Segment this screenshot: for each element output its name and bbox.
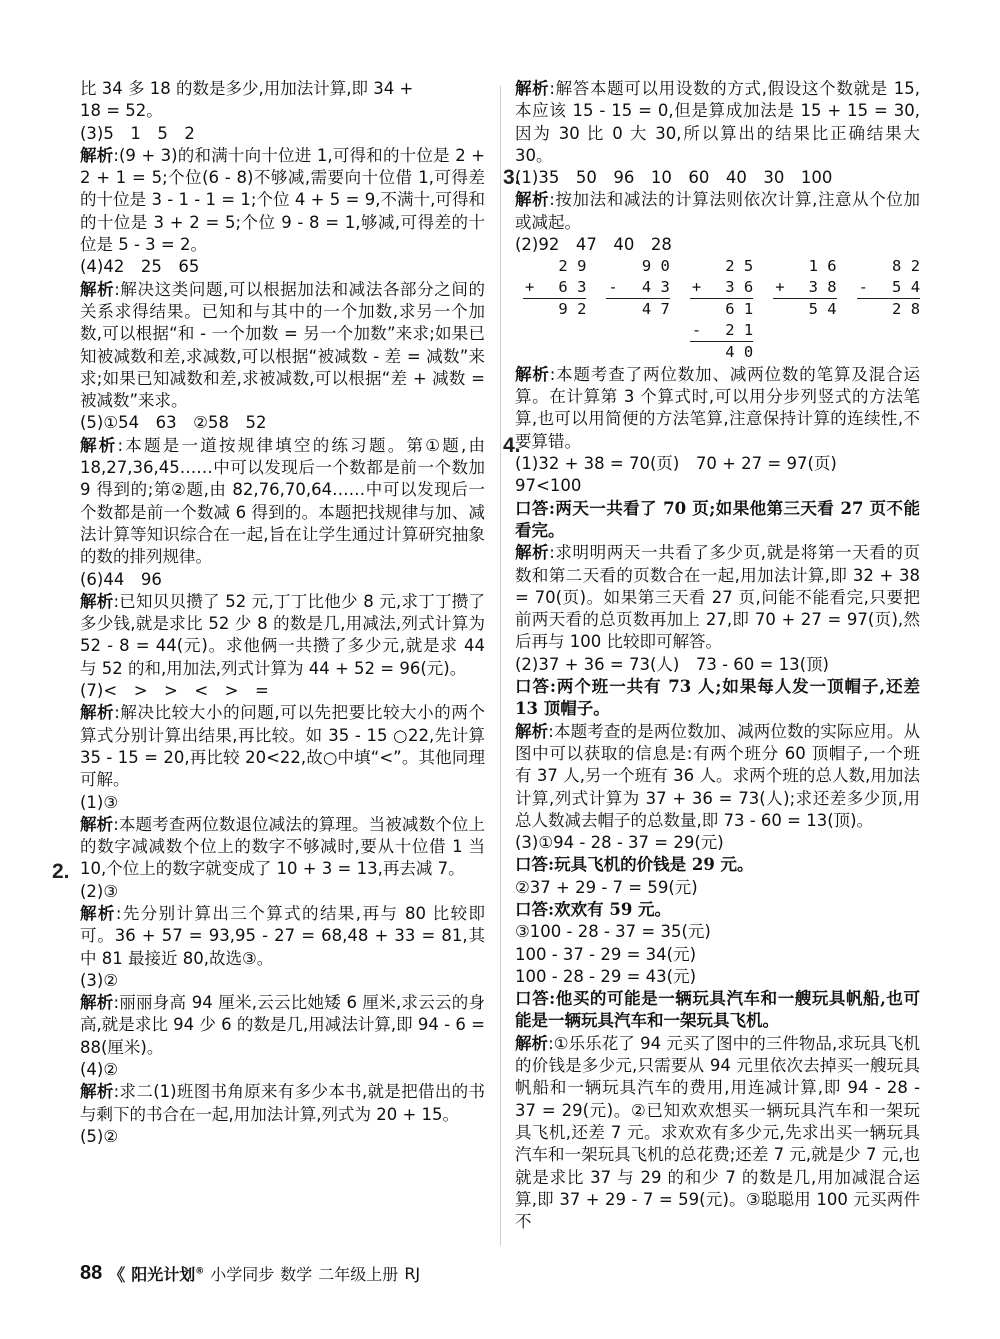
vertical-calc-4: 1 6 + 3 8 5 4: [775, 257, 837, 319]
analysis: [80, 279, 485, 413]
answer: (1)35 50 96 10 60 40 30 100: [515, 168, 833, 188]
text-line: 比 34 多 18 的数是多少,用加法计算,即 34 +: [80, 79, 414, 98]
analysis-text: :丽丽身高 94 厘米,云云比她矮 6 厘米,求云云的身高,就是求比 94 少 6 的数是几,用减法计算,即 94 - 6 = 88(厘米)。: [80, 993, 485, 1057]
oral-answer: 口答:两天一共看了 70 页;如果他第三天看 27 页不能看完。: [515, 498, 920, 540]
analysis-label: 解析: [80, 703, 115, 723]
analysis-text: :求二(1)班图书角原来有多少本书,就是把借出的书与剩下的书合在一起,用加法计算,列式为 20 + 15。: [80, 1082, 485, 1124]
analysis-label: 解析: [80, 145, 114, 165]
answer: (5)①54 63 ②58 52: [80, 413, 267, 433]
answer: (1)32 + 38 = 70(页) 70 + 27 = 97(页): [515, 454, 837, 474]
analysis-label: 解析: [515, 1033, 549, 1053]
analysis-text: :解决这类问题,可以根据加法和减法各部分之间的关系求得结果。已知和与其中的一个加数,求另一个加数,可以根据“和 - 一个加数 = 另一个加数”来求;如果已知被减数和差,求减数,可以根据“被减数 - 差 = 减数”来求;如果已知减数和差,求被减数,可以根据“差 + 减数 = 被减数”来求。: [80, 279, 486, 411]
analysis-label: 解析: [515, 79, 550, 98]
vertical-calc-2: 9 0 - 4 3 4 7: [608, 257, 670, 319]
question-number-3: 3.: [503, 166, 521, 189]
analysis-label: 解析: [80, 993, 114, 1013]
analysis-label: 解析: [80, 435, 118, 455]
analysis: [515, 78, 920, 167]
oral-answer: 口答:玩具飞机的价钱是 29 元。: [515, 855, 754, 875]
analysis: [515, 542, 920, 653]
answer: 100 - 37 - 29 = 34(元): [515, 944, 697, 964]
analysis-text: :本题考查的是两位数加、减两位数的实际应用。从图中可以获取的信息是:有两个班分 60 顶帽子,一个班有 37 人,另一个班有 36 人。求两个班的总人数,用加法计算,列式计算为 37 + 36 = 73(人);求还差多少顶,用总人数减去帽子的总数量,即 73 - 60 = 13(顶)。: [515, 721, 921, 830]
analysis-text: :求明明两天一共看了多少页,就是将第一天看的页数和第二天看的页数合在一起,用加法计算,即 32 + 38 = 70(页)。如果第三天看 27 页,问能不能看完,只要把前两天看的总页数再加上 27,即 70 + 27 = 97(页),然后再与 100 比较即可解答。: [515, 543, 921, 652]
text-line: 18 = 52。: [80, 101, 163, 121]
series-name: 小学同步: [210, 1265, 275, 1284]
analysis-label: 解析: [515, 364, 550, 384]
analysis: [80, 814, 485, 881]
chevron-left-icon: 《: [108, 1266, 126, 1286]
analysis-label: 解析: [80, 1082, 114, 1102]
analysis-label: 解析: [515, 543, 550, 563]
analysis: [80, 702, 485, 791]
oral-answer: 口答:他买的可能是一辆玩具汽车和一艘玩具帆船,也可能是一辆玩具汽车和一架玩具飞机。: [515, 989, 920, 1031]
analysis-label: 解析: [80, 591, 114, 611]
answer: (3)②: [80, 970, 119, 990]
vertical-calculations: [515, 256, 920, 363]
analysis-text: :已知贝贝攒了 52 元,丁丁比他少 8 元,求丁丁攒了多少钱,就是求比 52 少 8 的数是几,用减法,列式计算为 52 - 8 = 44(元)。求他俩一共攒了多少元,就是求 44 与 52 的和,用加法,列式计算为 44 + 52 = 96(元)。: [80, 591, 485, 678]
answer: ③100 - 28 - 37 = 35(元): [515, 922, 711, 942]
answer: ②37 + 29 - 7 = 59(元): [515, 877, 698, 897]
answer: (1)③: [80, 792, 119, 812]
analysis-text: :解答本题可以用设数的方式,假设这个数就是 15,本应该 15 - 15 = 0,但是算成加法是 15 + 15 = 30,因为 30 比 0 大 30,所以算出的结果比正确结果大 30。: [515, 79, 921, 165]
analysis: [80, 145, 485, 256]
analysis: [515, 364, 920, 453]
analysis-text: :按加法和减法的计算法则依次计算,注意从个位加或减起。: [515, 190, 921, 232]
right-column: [515, 78, 920, 1233]
answer: (2)37 + 36 = 73(人) 73 - 60 = 13(顶): [515, 654, 829, 674]
edition: RJ: [404, 1264, 421, 1283]
analysis-text: :本题考查了两位数加、减两位数的笔算及混合运算。在计算第 3 个算式时,可以用分步列竖式的方法笔算,也可以用简便的方法笔算,注意保持计算的连续性,不要算错。: [515, 364, 920, 451]
analysis-label: 解析: [515, 190, 550, 210]
page-footer: [80, 1261, 420, 1286]
vertical-calc-5: 8 2 - 5 4 2 8: [858, 257, 921, 319]
analysis-label: 解析: [515, 721, 549, 741]
question-number-2: 2.: [52, 860, 70, 883]
analysis: [80, 992, 485, 1059]
analysis-text: :(9 + 3)的和满十向十位进 1,可得和的十位是 2 + 2 + 1 = 5;个位(6 - 8)不够减,需要向十位借 1,可得差的十位是 3 - 1 - 1 = 1;个位 4 + 5 = 9,不满十,可得和的十位是 3 + 2 = 5;个位 9 - 8 = 1,够减,可得差的十位是 5 - 3 = 2。: [80, 145, 486, 255]
oral-answer: 口答:欢欢有 59 元。: [515, 900, 672, 919]
analysis-text: :先分别计算出三个算式的结果,再与 80 比较即可。36 + 57 = 93,95 - 27 = 68,48 + 33 = 81,其中 81 最接近 80,故选③。: [80, 903, 485, 968]
analysis: [80, 591, 485, 680]
answer: 100 - 28 - 29 = 43(元): [515, 966, 697, 986]
question-number-4: 4.: [503, 434, 521, 457]
grade: 二年级上册: [318, 1265, 399, 1284]
analysis-text: :解决比较大小的问题,可以先把要比较大小的两个算式分别计算出结果,再比较。如 35 - 15 ○22,先计算 35 - 15 = 20,再比较 20<22,故○中填“<”。其他同理可解。: [80, 703, 486, 790]
analysis-text: :①乐乐花了 94 元买了图中的三件物品,求玩具飞机的价钱是多少元,只需要从 94 元里依次去掉买一艘玩具帆船和一辆玩具汽车的费用,用连减计算,即 94 - 28 - 37 = 29(元)。②已知欢欢想买一辆玩具汽车和一架玩具飞机,还差 7 元。求欢欢有多少元,先求出买一辆玩具汽车和一架玩具飞机的总花费;还差 7 元,就是少 7 元,也就是求比 37 与 29 的和少 7 的数是几,用加减混合运算,即 37 + 29 - 7 = 59(元)。③聪聪用 100 元买两件不: [515, 1033, 921, 1232]
analysis: [80, 1081, 485, 1126]
analysis: [80, 903, 485, 970]
left-column: [80, 78, 485, 1148]
analysis-text: :本题考查两位数退位减法的算理。当被减数个位上的数字减减数个位上的数字不够减时,要从十位借 1 当 10,个位上的数字就变成了 10 + 3 = 13,再去减 7。: [80, 814, 486, 879]
analysis: [515, 721, 920, 832]
analysis: [515, 189, 920, 234]
answer: (5)②: [80, 1126, 119, 1146]
page-number: 88: [80, 1262, 103, 1284]
subject: 数学: [280, 1265, 313, 1284]
analysis-text: :本题是一道按规律填空的练习题。第①题,由 18,27,36,45……中可以发现后一个数都是前一个数加 9 得到的;第②题,由 82,76,70,64……中可以发现后一个数都是前一个数减 6 得到的。本题把找规律与加、减法计算等知识综合在一起,旨在让学生通过计算研究抽象的数的排列规律。: [80, 435, 485, 567]
answer: (2)③: [80, 881, 119, 901]
oral-answer: 口答:两个班一共有 73 人;如果每人发一顶帽子,还差 13 顶帽子。: [515, 677, 920, 719]
vertical-calc-3: 2 5 + 3 6 6 1 - 2 1 4 0: [691, 257, 754, 362]
brand-name: 阳光计划®: [131, 1265, 205, 1284]
answer: 97<100: [515, 476, 582, 496]
answer: (2)92 47 40 28: [515, 235, 672, 255]
analysis-label: 解析: [80, 903, 116, 923]
answer: (3)5 1 5 2: [80, 123, 195, 143]
column-divider: [500, 86, 501, 1246]
analysis-label: 解析: [80, 279, 115, 299]
answer: (4)42 25 65: [80, 257, 200, 277]
answer: (6)44 96: [80, 569, 162, 589]
analysis: [80, 435, 485, 569]
analysis-label: 解析: [80, 814, 114, 834]
answer: (3)①94 - 28 - 37 = 29(元): [515, 833, 724, 853]
vertical-calc-1: 2 9 + 6 3 9 2: [525, 257, 587, 319]
analysis: [515, 1033, 920, 1234]
answer: (7)< > > < > =: [80, 681, 269, 701]
answer: (4)②: [80, 1060, 119, 1080]
